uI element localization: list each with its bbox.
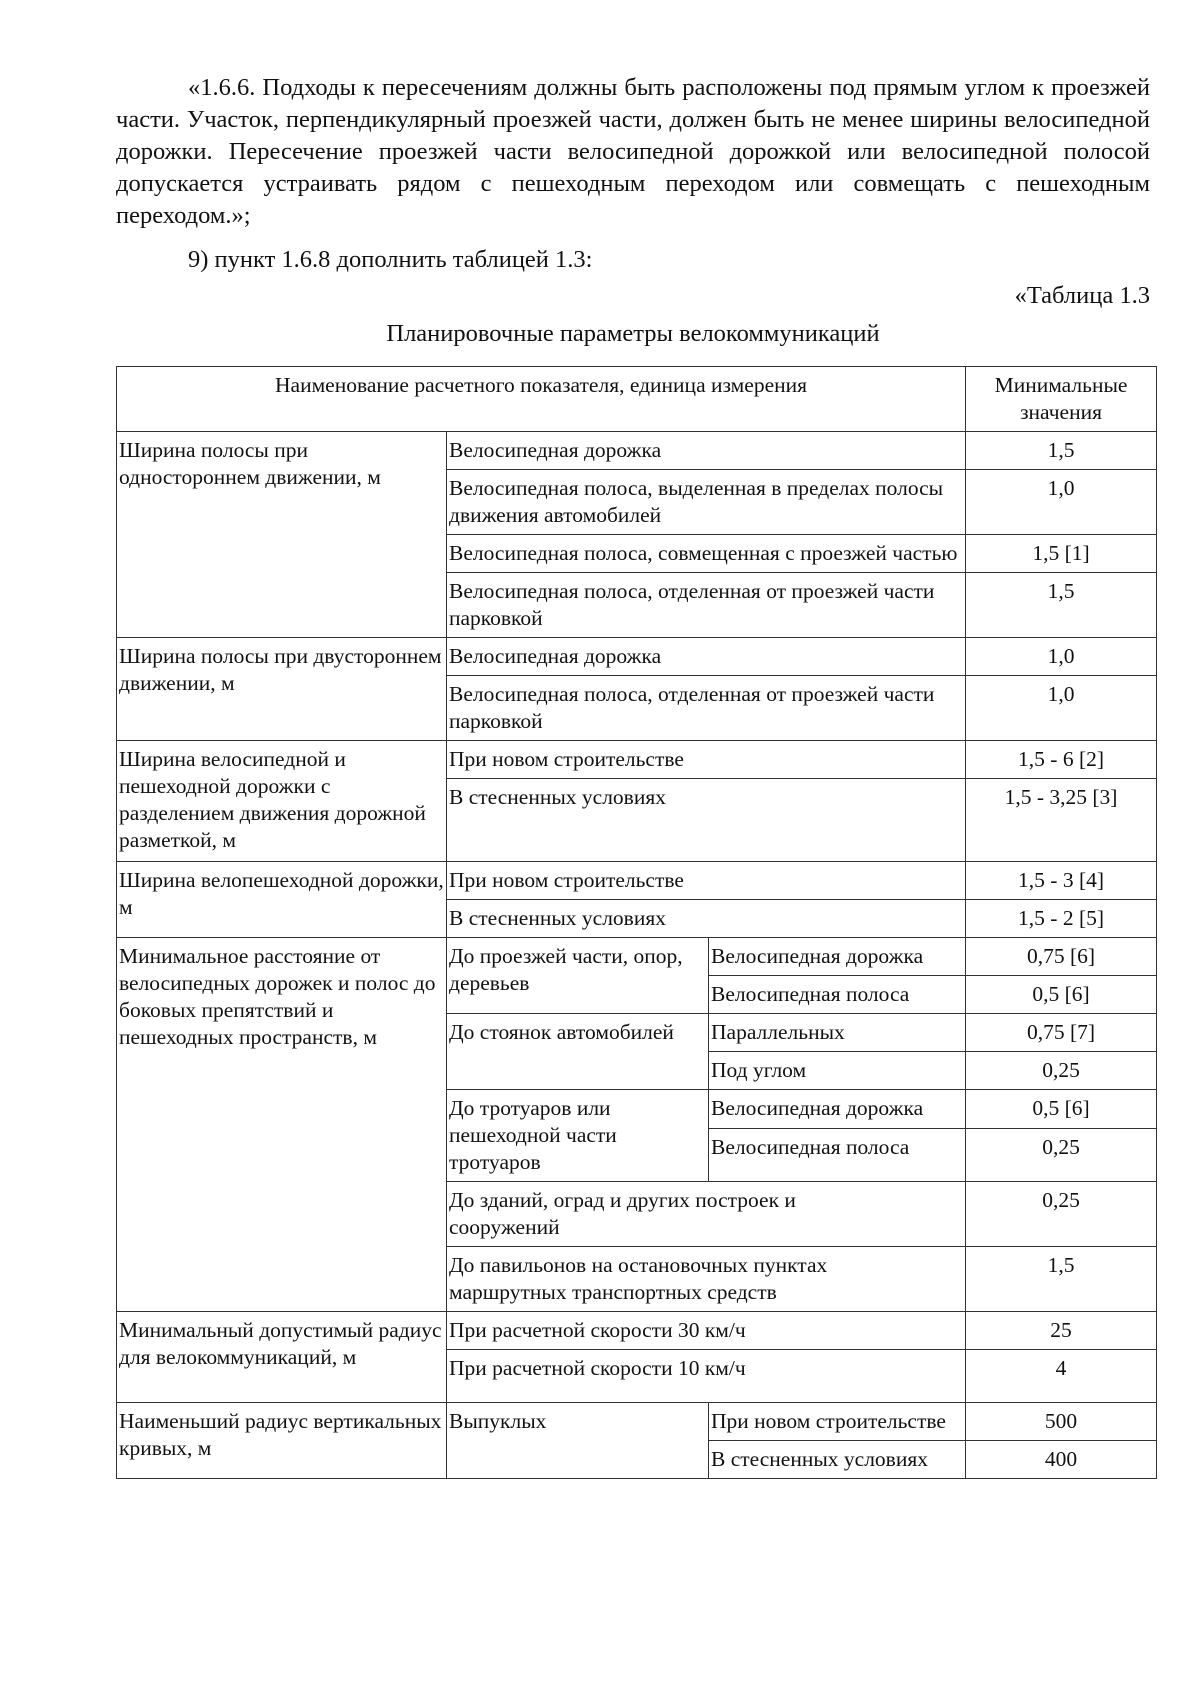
row-name-cell: При новом строительстве [709, 1403, 966, 1441]
row-name-cell: В стесненных условиях [447, 779, 966, 862]
row-value-cell: 1,0 [966, 470, 1157, 535]
row-value-cell: 1,0 [966, 638, 1157, 676]
group-label-cell: Минимальное расстояние от велосипедных дорожек и полос до боковых препятствий и пешеходных пространств, м [117, 938, 447, 1312]
group-label-cell: Ширина велосипедной и пешеходной дорожки с разделением движения дорожной разметкой, м [117, 741, 447, 862]
table-row [117, 1312, 1157, 1350]
row-value-cell: 1,5 [966, 432, 1157, 470]
table-row [117, 432, 1157, 470]
row-name-cell: В стесненных условиях [447, 900, 966, 938]
row-value-cell: 1,5 [966, 573, 1157, 638]
row-value-cell: 0,25 [966, 1129, 1157, 1182]
group-label-cell: Минимальный допустимый радиус для велокоммуникаций, м [117, 1312, 447, 1403]
subgroup-label-cell: Выпуклых [447, 1403, 709, 1479]
row-value-cell: 1,5 [1] [966, 535, 1157, 573]
group-label-cell: Наименьший радиус вертикальных кривых, м [117, 1403, 447, 1479]
row-value-cell: 1,0 [966, 676, 1157, 741]
parameters-table [116, 366, 1157, 1479]
row-value-cell: 0,25 [966, 1182, 1157, 1247]
row-value-cell: 0,5 [6] [966, 1090, 1157, 1129]
table-title: Планировочные параметры велокоммуникаций [386, 320, 880, 347]
row-value-cell: 0,75 [6] [966, 938, 1157, 976]
subgroup-label-cell: До проезжей части, опор, деревьев [447, 938, 709, 1014]
row-name-cell: При расчетной скорости 30 км/ч [447, 1312, 966, 1350]
row-value-cell: 0,75 [7] [966, 1014, 1157, 1052]
table-row [117, 938, 1157, 976]
table-header-row [117, 367, 1157, 432]
subgroup-label-cell: До тротуаров или пешеходной части тротуаров [447, 1090, 709, 1182]
table-number: «Таблица 1.3 [1014, 282, 1150, 309]
table-row [117, 741, 1157, 779]
row-name-cell: При расчетной скорости 10 км/ч [447, 1350, 966, 1403]
row-value-cell: 25 [966, 1312, 1157, 1350]
row-name-cell: При новом строительстве [447, 741, 966, 779]
row-name-cell: Велосипедная полоса [709, 976, 966, 1014]
row-name-cell: Велосипедная дорожка [447, 638, 966, 676]
group-label-cell: Ширина полосы при одностороннем движении, м [117, 432, 447, 638]
row-value-cell: 500 [966, 1403, 1157, 1441]
group-label-cell: Ширина велопешеходной дорожки, м [117, 862, 447, 938]
subgroup-label-cell: До стоянок автомобилей [447, 1014, 709, 1090]
row-value-cell: 1,5 [966, 1247, 1157, 1312]
row-name-cell: Велосипедная дорожка [709, 1090, 966, 1129]
header-value-cell: Минимальные значения [966, 367, 1157, 432]
row-value-cell: 1,5 - 3,25 [3] [966, 779, 1157, 862]
row-name-cell: Велосипедная полоса, отделенная от проезжей части парковкой [447, 573, 966, 638]
header-name-cell: Наименование расчетного показателя, единица измерения [117, 367, 966, 432]
row-name-cell: Велосипедная полоса, отделенная от проезжей части парковкой [447, 676, 966, 741]
row-name-cell: Параллельных [709, 1014, 966, 1052]
group-label-cell: Ширина полосы при двустороннем движении, м [117, 638, 447, 741]
row-value-cell: 0,25 [966, 1052, 1157, 1090]
row-name-cell: Велосипедная полоса, выделенная в пределах полосы движения автомобилей [447, 470, 966, 535]
row-value-cell: 4 [966, 1350, 1157, 1403]
row-name-cell: Велосипедная дорожка [709, 938, 966, 976]
row-name-cell: При новом строительстве [447, 862, 966, 900]
row-value-cell: 1,5 - 2 [5] [966, 900, 1157, 938]
row-value-cell: 0,5 [6] [966, 976, 1157, 1014]
row-value-cell: 1,5 - 3 [4] [966, 862, 1157, 900]
row-value-cell: 1,5 - 6 [2] [966, 741, 1157, 779]
row-name-cell: В стесненных условиях [709, 1441, 966, 1479]
row-name-cell: До павильонов на остановочных пунктах маршрутных транспортных средств [447, 1247, 966, 1312]
table-row [117, 1403, 1157, 1441]
paragraph-1-6-6: «1.6.6. Подходы к пересечениям должны быть расположены под прямым углом к проезжей части. Участок, перпендикулярный проезжей части, должен быть не менее ширины велосипедной дорожки. Пересечение проезжей части велосипедной дорожкой или велосипедной полосой допускается устраивать рядом с пешеходным переходом или совмещать с пешеходным переходом.»; [116, 74, 1150, 229]
row-name-cell: Велосипедная полоса [709, 1129, 966, 1182]
row-value-cell: 400 [966, 1441, 1157, 1479]
row-name-cell: Велосипедная полоса, совмещенная с проезжей частью [447, 535, 966, 573]
row-name-cell: До зданий, оград и других построек и сооружений [447, 1182, 966, 1247]
table-row [117, 862, 1157, 900]
paragraph-item-9: 9) пункт 1.6.8 дополнить таблицей 1.3: [188, 246, 593, 273]
row-name-cell: Велосипедная дорожка [447, 432, 966, 470]
table-row [117, 638, 1157, 676]
row-name-cell: Под углом [709, 1052, 966, 1090]
